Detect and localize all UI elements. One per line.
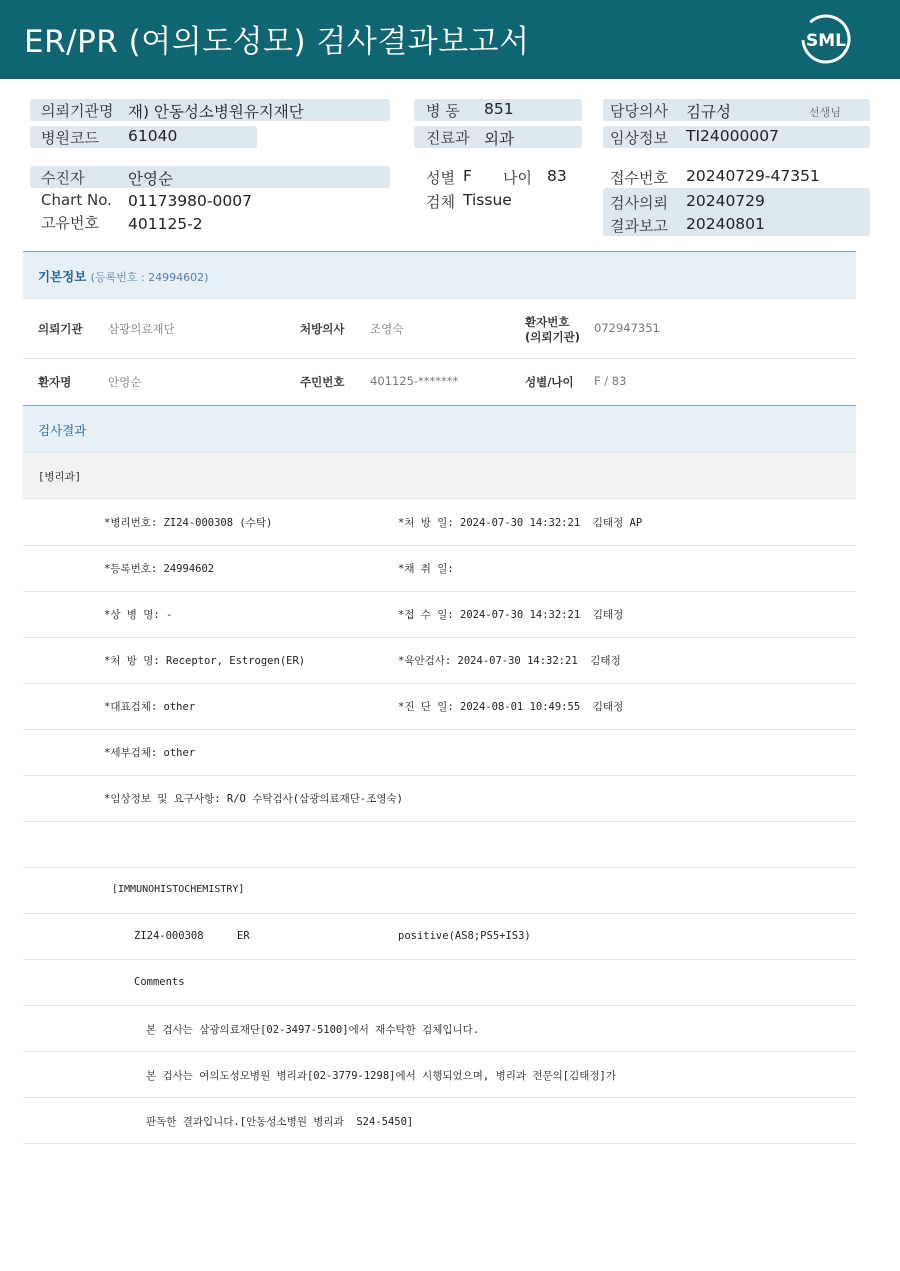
presc-value: 조영숙 [370, 322, 404, 336]
chart-label: Chart No. [41, 191, 112, 209]
ward-label: 병 동 [426, 102, 460, 120]
doctor-label: 담당의사 [610, 102, 668, 120]
dept-label: [병리과] [38, 471, 82, 483]
result-line-left: *대표검체: other [104, 701, 196, 713]
ihc-result: positive(AS8;PS5+IS3) [398, 930, 531, 942]
basic-info-title: 기본정보 (등록번호 : 24994602) [38, 269, 209, 284]
age-value: 83 [547, 167, 567, 185]
comment-line-2: 본 검사는 여의도성모병원 병리과[02-3779-1298]에서 시행되었으며, 병리과 전문의[김태정]가 [146, 1070, 616, 1082]
report-value: 20240801 [686, 215, 765, 233]
divider [23, 1143, 856, 1144]
divider [23, 1097, 856, 1098]
ihc-title: [IMMUNOHISTOCHEMISTRY] [112, 884, 245, 895]
clinical-value: TI24000007 [686, 127, 779, 145]
divider [23, 1005, 856, 1006]
sexage-value: F / 83 [594, 374, 627, 388]
sml-logo [800, 13, 852, 65]
doctor-value: 김규성 [686, 103, 731, 121]
divider [23, 959, 856, 960]
uid-label: 고유번호 [41, 214, 99, 232]
basic-info-header [23, 251, 856, 299]
hosp-code-value: 61040 [128, 127, 178, 145]
clinical-label: 임상정보 [610, 129, 668, 147]
result-line-right: *처 방 일: 2024-07-30 14:32:21 김태정 AP [398, 517, 643, 529]
divider [23, 545, 856, 546]
result-line-left: *세부검체: other [104, 747, 196, 759]
ihc-marker: ER [237, 930, 250, 942]
test-req-label: 검사의뢰 [610, 194, 668, 212]
dept-label: 진료과 [426, 129, 470, 147]
pno-value: 072947351 [594, 321, 660, 335]
uid-value: 401125-2 [128, 215, 203, 233]
divider [23, 358, 856, 359]
comment-line-3: 판독한 결과입니다.[안동성소병원 병리과 S24-5450] [146, 1116, 414, 1128]
divider [23, 821, 856, 822]
chart-value: 01173980-0007 [128, 192, 252, 210]
ihc-number: ZI24-000308 [134, 930, 204, 942]
result-line-right: *진 단 일: 2024-08-01 10:49:55 김태정 [398, 701, 624, 713]
divider [23, 775, 856, 776]
sex-value: F [463, 167, 472, 185]
result-line-left: *병리번호: ZI24-000308 (수탁) [104, 517, 273, 529]
name-label: 환자명 [38, 375, 72, 389]
test-req-value: 20240729 [686, 192, 765, 210]
dept-band [23, 453, 856, 499]
name-value: 안영순 [108, 375, 142, 389]
specimen-label: 검체 [426, 193, 455, 211]
report-label: 결과보고 [610, 217, 668, 235]
divider [23, 637, 856, 638]
presc-label: 처방의사 [300, 322, 345, 336]
result-line-left: *임상정보 및 요구사항: R/O 수탁검사(삼광의료재단-조영숙) [104, 793, 404, 805]
svg-text:SML: SML [806, 31, 846, 51]
rrn-label: 주민번호 [300, 375, 345, 389]
basic-info-reg: (등록번호 : 24994602) [90, 271, 209, 284]
dept-value: 외과 [484, 130, 514, 148]
pno-label-2: (의뢰기관) [525, 330, 580, 344]
org-value: 삼광의료재단 [108, 322, 175, 336]
patient-label: 수진자 [41, 169, 85, 187]
result-header [23, 405, 856, 453]
divider [23, 867, 856, 868]
pno-label-1: 환자번호 [525, 315, 570, 329]
result-line-left: *처 방 명: Receptor, Estrogen(ER) [104, 655, 306, 667]
sexage-label: 성별/나이 [525, 375, 574, 389]
rrn-value: 401125-******* [370, 374, 459, 388]
comments-label: Comments [134, 976, 185, 988]
divider [23, 913, 856, 914]
ward-value: 851 [484, 100, 514, 118]
report-header [0, 0, 900, 79]
result-line-right: *채 취 일: [398, 563, 454, 575]
result-line-right: *육안검사: 2024-07-30 14:32:21 김태정 [398, 655, 621, 667]
doctor-suffix: 선생님 [809, 106, 841, 119]
result-line-right: *접 수 일: 2024-07-30 14:32:21 김태정 [398, 609, 624, 621]
divider [23, 591, 856, 592]
sex-label: 성별 [426, 169, 455, 187]
receipt-value: 20240729-47351 [686, 167, 820, 185]
receipt-label: 접수번호 [610, 169, 668, 187]
divider [23, 683, 856, 684]
result-line-left: *등록번호: 24994602 [104, 563, 215, 575]
report-title: ER/PR (여의도성모) 검사결과보고서 [24, 24, 530, 60]
patient-value: 안영순 [128, 170, 173, 188]
divider [23, 1051, 856, 1052]
req-org-label: 의뢰기관명 [41, 102, 114, 120]
age-label: 나이 [503, 169, 532, 187]
result-line-left: *상 병 명: - [104, 609, 173, 621]
org-label: 의뢰기관 [38, 322, 83, 336]
result-title: 검사결과 [38, 423, 87, 438]
comment-line-1: 본 검사는 삼광의료재단[02-3497-5100]에서 재수탁한 검체입니다. [146, 1024, 480, 1036]
divider [23, 729, 856, 730]
req-org-value: 재) 안동성소병원유지재단 [128, 103, 304, 121]
specimen-value: Tissue [463, 191, 512, 209]
hosp-code-label: 병원코드 [41, 129, 99, 147]
